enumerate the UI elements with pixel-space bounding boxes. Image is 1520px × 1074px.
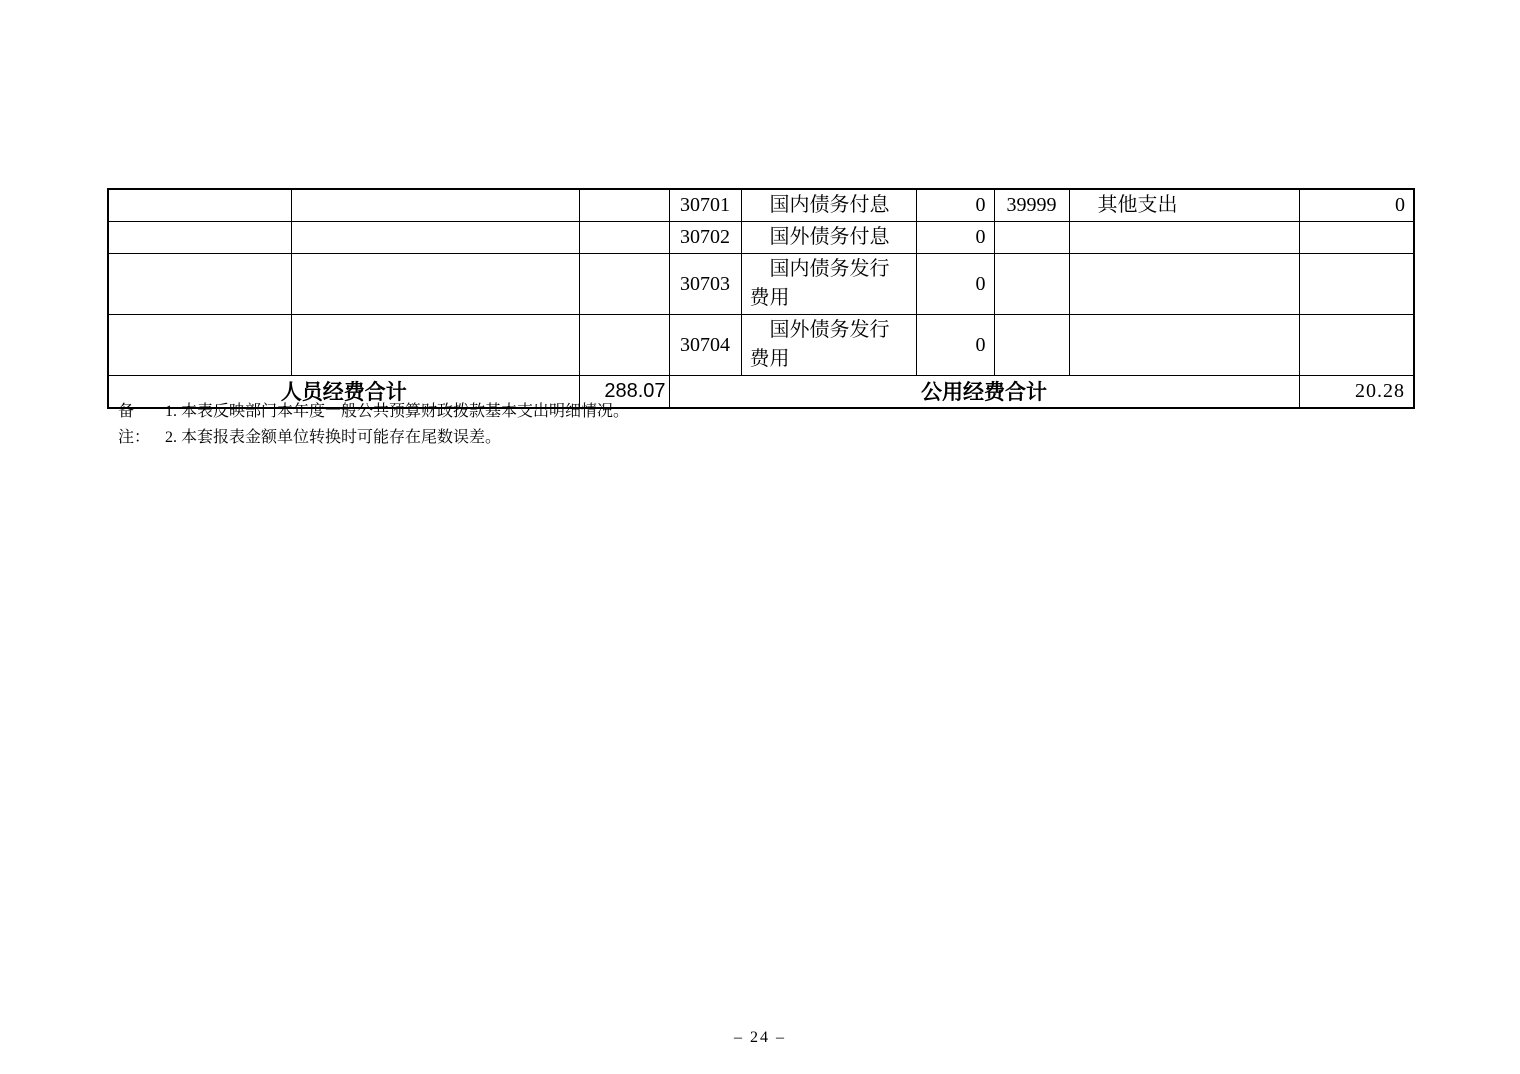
empty-cell bbox=[108, 315, 291, 376]
empty-cell bbox=[291, 315, 579, 376]
economic-code-cell: 39999 bbox=[994, 189, 1069, 222]
amount-cell: 0 bbox=[1299, 189, 1414, 222]
economic-item-cell: 国外债务付息 bbox=[741, 222, 916, 254]
table-row bbox=[108, 222, 1414, 254]
empty-cell bbox=[108, 222, 291, 254]
empty-cell bbox=[579, 315, 669, 376]
empty-cell bbox=[579, 254, 669, 315]
amount-cell: 0 bbox=[916, 254, 994, 315]
empty-cell bbox=[1069, 254, 1299, 315]
empty-cell bbox=[994, 315, 1069, 376]
personnel-total-value: 288.07 bbox=[579, 376, 669, 408]
economic-code-cell: 30702 bbox=[669, 222, 741, 254]
empty-cell bbox=[108, 189, 291, 222]
empty-cell bbox=[1069, 315, 1299, 376]
empty-cell bbox=[994, 254, 1069, 315]
economic-item-cell: 其他支出 bbox=[1069, 189, 1299, 222]
page-number: – 24 – bbox=[734, 1029, 786, 1046]
empty-cell bbox=[994, 222, 1069, 254]
note-item: 1. 本表反映部门本年度一般公共预算财政拨款基本支出明细情况。 bbox=[165, 403, 630, 420]
empty-cell bbox=[1069, 222, 1299, 254]
amount-cell: 0 bbox=[916, 189, 994, 222]
economic-item-cell: 国内债务付息 bbox=[741, 189, 916, 222]
table-row bbox=[108, 189, 1414, 222]
economic-item-cell: 国内债务发行费用 bbox=[741, 254, 916, 315]
empty-cell bbox=[291, 189, 579, 222]
economic-code-cell: 30704 bbox=[669, 315, 741, 376]
empty-cell bbox=[291, 222, 579, 254]
empty-cell bbox=[579, 222, 669, 254]
note-item: 2. 本套报表金额单位转换时可能存在尾数误差。 bbox=[165, 429, 502, 446]
empty-cell bbox=[1299, 315, 1414, 376]
public-total-label: 公用经费合计 bbox=[669, 376, 1299, 408]
empty-cell bbox=[291, 254, 579, 315]
table-row bbox=[108, 254, 1414, 315]
empty-cell bbox=[108, 254, 291, 315]
notes-items bbox=[165, 399, 629, 451]
empty-cell bbox=[1299, 222, 1414, 254]
empty-cell bbox=[1299, 254, 1414, 315]
amount-cell: 0 bbox=[916, 222, 994, 254]
amount-cell: 0 bbox=[916, 315, 994, 376]
notes-prefix-label: 备注： bbox=[118, 403, 151, 446]
empty-cell bbox=[579, 189, 669, 222]
table-row bbox=[108, 315, 1414, 376]
economic-code-cell: 30701 bbox=[669, 189, 741, 222]
notes-block bbox=[118, 399, 629, 451]
economic-item-cell: 国外债务发行费用 bbox=[741, 315, 916, 376]
economic-code-cell: 30703 bbox=[669, 254, 741, 315]
personnel-total-label: 人员经费合计 bbox=[108, 376, 579, 408]
basic-expenditure-detail-table bbox=[107, 188, 1415, 409]
public-total-value: 20.28 bbox=[1299, 376, 1414, 408]
